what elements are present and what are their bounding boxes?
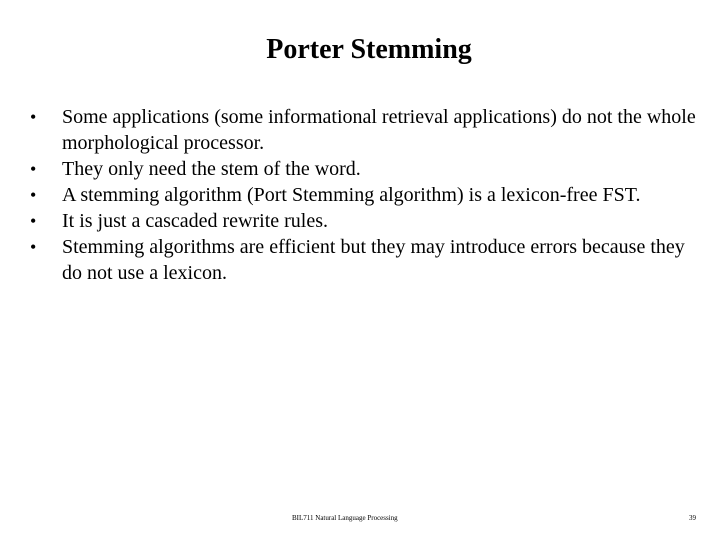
bullet-dot-icon: • — [30, 159, 37, 179]
bullet-text: A stemming algorithm (Port Stemming algorithm) is a lexicon-free FST. — [62, 184, 641, 206]
bullet-dot-icon: • — [30, 211, 37, 231]
bullet-dot-icon: • — [30, 185, 37, 205]
bullet-item-algorithm — [30, 182, 700, 208]
bullet-text: They only need the stem of the word. — [62, 158, 361, 180]
bullet-dot-icon: • — [30, 237, 37, 257]
slide-footer: BIL711 Natural Language Processing — [292, 514, 398, 522]
bullet-text: It is just a cascaded rewrite rules. — [62, 210, 329, 232]
bullet-item-rewrite-rules — [30, 208, 700, 234]
slide-title: Porter Stemming — [266, 34, 472, 65]
bullet-text: Some applications (some informational retrieval applications) do not the whole morphological processor. — [62, 106, 696, 154]
bullet-list — [30, 104, 700, 286]
bullet-item-stem — [30, 156, 700, 182]
bullet-item-errors — [30, 234, 700, 286]
page-number: 39 — [689, 514, 696, 522]
bullet-item-applications — [30, 104, 700, 156]
bullet-dot-icon: • — [30, 107, 37, 127]
bullet-text: Stemming algorithms are efficient but they may introduce errors because they do not use a lexicon. — [62, 236, 685, 284]
